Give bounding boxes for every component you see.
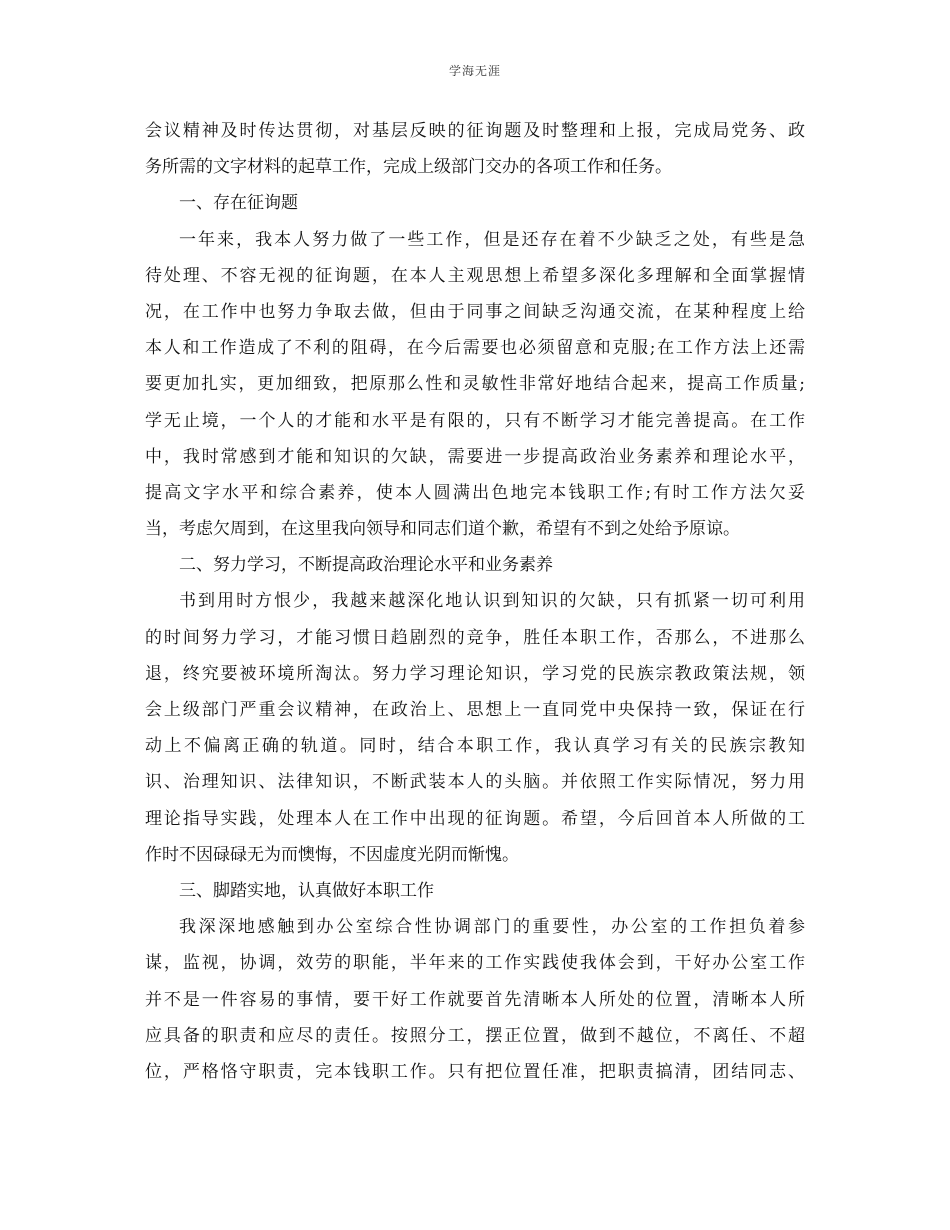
text-line: 会上级部门严重会议精神，在政治上、思想上一直同党中央保持一致，保证在行	[145, 700, 805, 720]
text-line: 位，严格恪守职责，完本钱职工作。只有把位置任准，把职责搞清，团结同志、	[145, 1061, 805, 1082]
text-line: 书到用时方恨少，我越来越深化地认识到知识的欠缺，只有抓紧一切可利用	[179, 591, 805, 612]
text-line: 中，我时常感到才能和知识的欠缺，需要进一步提高政治业务素养和理论水平，	[145, 446, 805, 467]
text-line: 我深深地感触到办公室综合性协调部门的重要性，办公室的工作担负着参	[179, 917, 805, 938]
text-line: 会议精神及时传达贯彻，对基层反映的征询题及时整理和上报，完成局党务、政	[145, 121, 805, 141]
text-line: 三、脚踏实地，认真做好本职工作	[179, 880, 434, 901]
text-line: 退，终究要被环境所淘汰。努力学习理论知识，学习党的民族宗教政策法规，领	[145, 663, 805, 684]
text-line: 学无止境，一个人的才能和水平是有限的，只有不断学习才能完善提高。在工作	[145, 410, 805, 431]
text-line: 提高文字水平和综合素养，使本人圆满出色地完本钱职工作;有时工作方法欠妥	[145, 482, 805, 503]
text-line: 并不是一件容易的事情，要干好工作就要首先清晰本人所处的位置，清晰本人所	[145, 989, 805, 1010]
text-line: 况，在工作中也努力争取去做，但由于同事之间缺乏沟通交流，在某种程度上给	[145, 301, 805, 322]
text-line: 动上不偏离正确的轨道。同时，结合本职工作，我认真学习有关的民族宗教知	[145, 736, 805, 757]
text-line: 理论指导实践，处理本人在工作中出现的征询题。希望，今后回首本人所做的工	[145, 808, 805, 829]
text-line: 务所需的文字材料的起草工作，完成上级部门交办的各项工作和任务。	[145, 157, 672, 178]
page-header: 学海无涯	[448, 64, 501, 78]
text-line: 要更加扎实，更加细致，把原那么性和灵敏性非常好地结合起来，提高工作质量;	[145, 374, 805, 395]
text-line: 识、治理知识、法律知识，不断武装本人的头脑。并依照工作实际情况，努力用	[145, 772, 805, 793]
text-line: 当，考虑欠周到，在这里我向领导和同志们道个歉，希望有不到之处给予原谅。	[145, 519, 740, 540]
text-line: 二、努力学习，不断提高政治理论水平和业务素养	[179, 555, 553, 576]
text-line: 作时不因碌碌无为而懊悔，不因虚度光阴而惭愧。	[145, 844, 519, 865]
text-line: 的时间努力学习，才能习惯日趋剧烈的竞争，胜任本职工作，否那么，不进那么	[145, 627, 805, 648]
text-line: 待处理、不容无视的征询题，在本人主观思想上希望多深化多理解和全面掌握情	[145, 265, 805, 286]
text-line: 一年来，我本人努力做了一些工作，但是还存在着不少缺乏之处，有些是急	[179, 229, 805, 250]
document-body	[145, 113, 805, 1090]
text-line: 一、存在征询题	[179, 193, 298, 214]
text-line: 应具备的职责和应尽的责任。按照分工，摆正位置，做到不越位，不离任、不超	[145, 1025, 805, 1046]
text-line: 谋，监视，协调，效劳的职能，半年来的工作实践使我体会到，干好办公室工作	[145, 953, 805, 974]
text-line: 本人和工作造成了不利的阻碍，在今后需要也必须留意和克服;在工作方法上还需	[145, 338, 805, 359]
